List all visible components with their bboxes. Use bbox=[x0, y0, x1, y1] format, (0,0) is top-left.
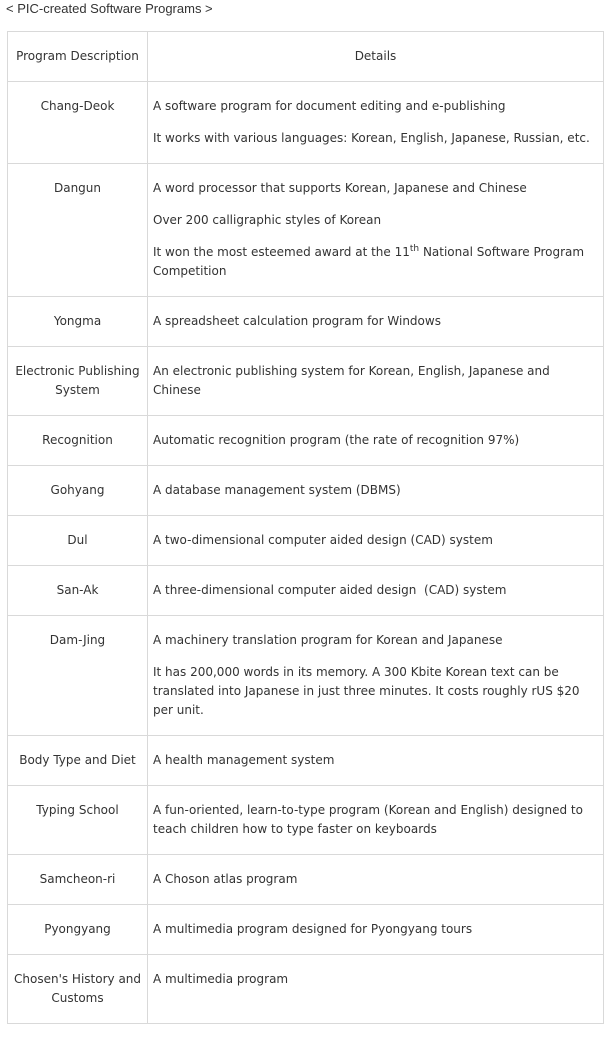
table-row bbox=[8, 786, 604, 855]
table-row bbox=[8, 164, 604, 297]
program-details-cell bbox=[148, 297, 604, 347]
detail-line: It works with various languages: Korean, English, Japanese, Russian, etc. bbox=[153, 131, 590, 145]
page-heading: < PIC-created Software Programs > bbox=[6, 1, 213, 16]
detail-line: A multimedia program designed for Pyongyang tours bbox=[153, 922, 473, 936]
program-details-cell bbox=[148, 466, 604, 516]
program-name-cell: Recognition bbox=[8, 416, 148, 466]
header-cell-details: Details bbox=[148, 32, 604, 82]
program-name-cell: Pyongyang bbox=[8, 905, 148, 955]
detail-line: Automatic recognition program (the rate of recognition 97%) bbox=[153, 433, 520, 447]
program-name-cell: Dam-Jing bbox=[8, 616, 148, 736]
program-name-cell: Electronic Publishing System bbox=[8, 347, 148, 416]
table-row bbox=[8, 566, 604, 616]
header-cell-description: Program Description bbox=[8, 32, 148, 82]
detail-line: A multimedia program bbox=[153, 972, 289, 986]
detail-line: An electronic publishing system for Korean, English, Japanese and Chinese bbox=[153, 364, 550, 397]
program-name-cell: Body Type and Diet bbox=[8, 736, 148, 786]
table-row bbox=[8, 297, 604, 347]
program-details-cell bbox=[148, 736, 604, 786]
program-name-cell: San-Ak bbox=[8, 566, 148, 616]
detail-line: Over 200 calligraphic styles of Korean bbox=[153, 213, 382, 227]
detail-line: A machinery translation program for Korean and Japanese bbox=[153, 633, 503, 647]
detail-line: It has 200,000 words in its memory. A 300 Kbite Korean text can be translated into Japanese in just three minutes. It costs roughly rUS $20 per unit. bbox=[153, 665, 580, 717]
program-name-cell: Dul bbox=[8, 516, 148, 566]
program-details-cell bbox=[148, 164, 604, 297]
table-row bbox=[8, 855, 604, 905]
program-details-cell bbox=[148, 347, 604, 416]
program-details-cell bbox=[148, 516, 604, 566]
table-row bbox=[8, 955, 604, 1024]
detail-line: A database management system (DBMS) bbox=[153, 483, 401, 497]
program-name-cell: Dangun bbox=[8, 164, 148, 297]
program-name-cell: Chosen's History and Customs bbox=[8, 955, 148, 1024]
table-row bbox=[8, 616, 604, 736]
table-header-row bbox=[8, 32, 604, 82]
program-details-cell bbox=[148, 416, 604, 466]
program-details-cell bbox=[148, 786, 604, 855]
detail-line: A two-dimensional computer aided design (CAD) system bbox=[153, 533, 493, 547]
table-row bbox=[8, 905, 604, 955]
detail-line: A three-dimensional computer aided design (CAD) system bbox=[153, 583, 507, 597]
program-name-cell: Gohyang bbox=[8, 466, 148, 516]
program-details-cell bbox=[148, 955, 604, 1024]
detail-line: A Choson atlas program bbox=[153, 872, 298, 886]
table-row bbox=[8, 416, 604, 466]
program-details-cell bbox=[148, 616, 604, 736]
table-row bbox=[8, 516, 604, 566]
table-row bbox=[8, 736, 604, 786]
program-details-cell bbox=[148, 905, 604, 955]
table-row bbox=[8, 466, 604, 516]
table-row bbox=[8, 82, 604, 164]
program-name-cell: Typing School bbox=[8, 786, 148, 855]
detail-line: A spreadsheet calculation program for Windows bbox=[153, 314, 441, 328]
award-line: It won the most esteemed award at the 11th National Software Program Competition bbox=[153, 244, 585, 278]
programs-table bbox=[7, 31, 604, 1024]
table-row bbox=[8, 347, 604, 416]
detail-line: A software program for document editing and e-publishing bbox=[153, 99, 506, 113]
detail-line: A word processor that supports Korean, Japanese and Chinese bbox=[153, 181, 527, 195]
program-details-cell bbox=[148, 855, 604, 905]
detail-line: A health management system bbox=[153, 753, 335, 767]
detail-line: A fun-oriented, learn-to-type program (Korean and English) designed to teach children how to type faster on keyboards bbox=[153, 803, 583, 836]
program-details-cell bbox=[148, 82, 604, 164]
program-name-cell: Chang-Deok bbox=[8, 82, 148, 164]
program-name-cell: Yongma bbox=[8, 297, 148, 347]
program-name-cell: Samcheon-ri bbox=[8, 855, 148, 905]
program-details-cell bbox=[148, 566, 604, 616]
